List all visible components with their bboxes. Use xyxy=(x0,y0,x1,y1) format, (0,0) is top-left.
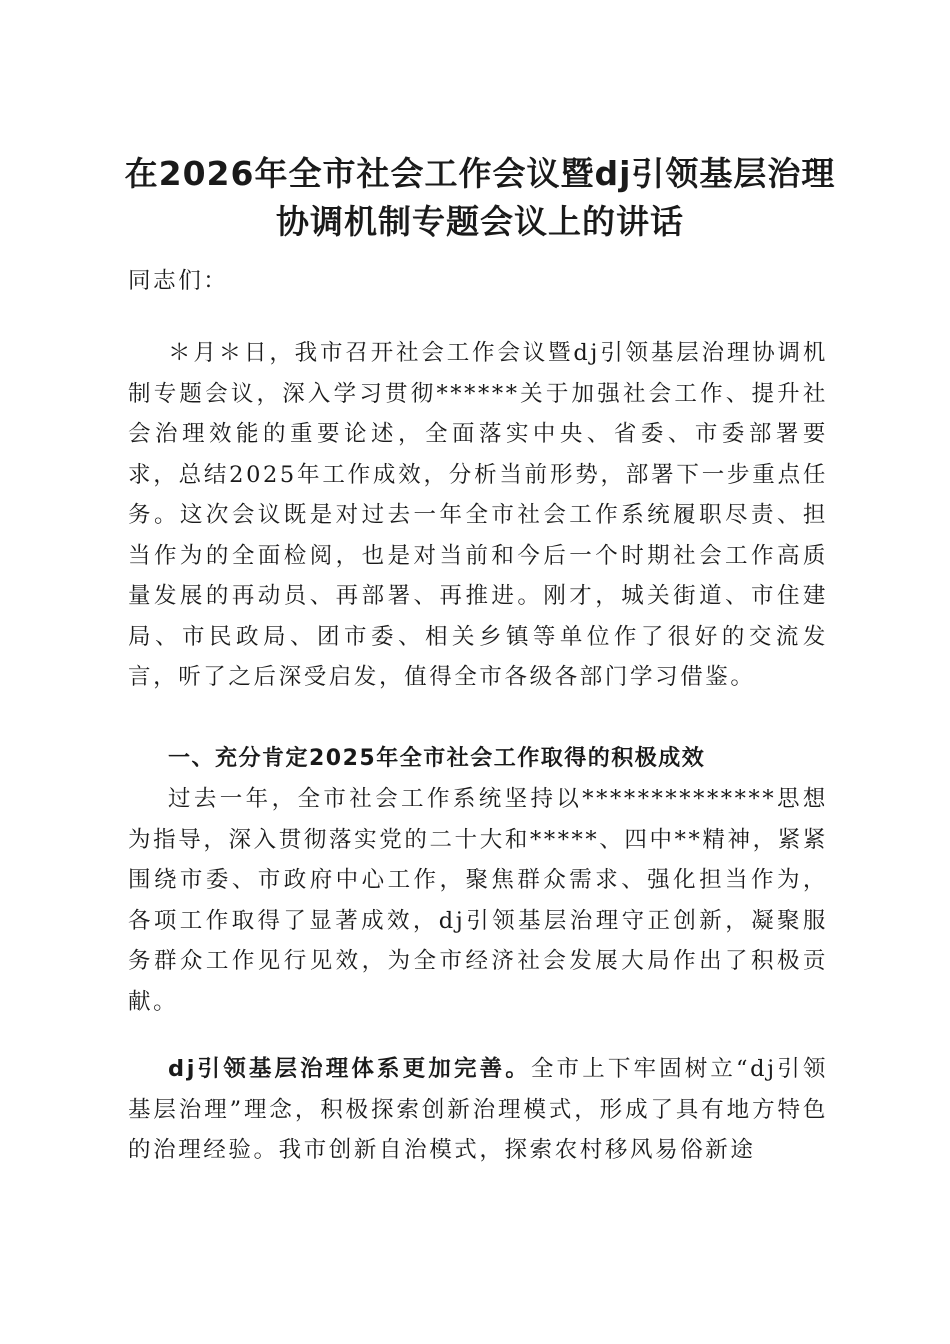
section-1-sub-paragraph xyxy=(128,1049,828,1171)
sub-paragraph-text: 全市上下牢固树立“dj引领基层治理”理念，积极探索创新治理模式，形成了具有地方特色的治理经验。我市创新自治模式，探索农村移风易俗新途 xyxy=(128,1056,828,1163)
greeting: 同志们： xyxy=(128,268,229,294)
section-1-paragraph: 过去一年，全市社会工作系统坚持以**************思想为指导，深入贯彻落实党的二十大和*****、四中**精神，紧紧围绕市委、市政府中心工作，聚焦群众需求、强化担当作为，各项工作取得了显著成效，dj引领基层治理守正创新，凝聚服务群众工作见行见效，为全市经济社会发展大局作出了积极贡献。 xyxy=(128,786,828,1015)
section-1-heading: 一、充分肯定2025年全市社会工作取得的积极成效 xyxy=(168,746,706,771)
intro-paragraph: ＊月＊日，我市召开社会工作会议暨dj引领基层治理协调机制专题会议，深入学习贯彻******关于加强社会工作、提升社会治理效能的重要论述，全面落实中央、省委、市委部署要求，总结2025年工作成效，分析当前形势，部署下一步重点任务。这次会议既是对过去一年全市社会工作系统履职尽责、担当作为的全面检阅，也是对当前和今后一个时期社会工作高质量发展的再动员、再部署、再推进。刚才，城关街道、市住建局、市民政局、团市委、相关乡镇等单位作了很好的交流发言，听了之后深受启发，值得全市各级各部门学习借鉴。 xyxy=(128,340,828,690)
document-title: 在2026年全市社会工作会议暨dj引领基层治理协调机制专题会议上的讲话 xyxy=(124,154,836,241)
sub-paragraph-lead: dj引领基层治理体系更加完善。 xyxy=(168,1056,531,1082)
